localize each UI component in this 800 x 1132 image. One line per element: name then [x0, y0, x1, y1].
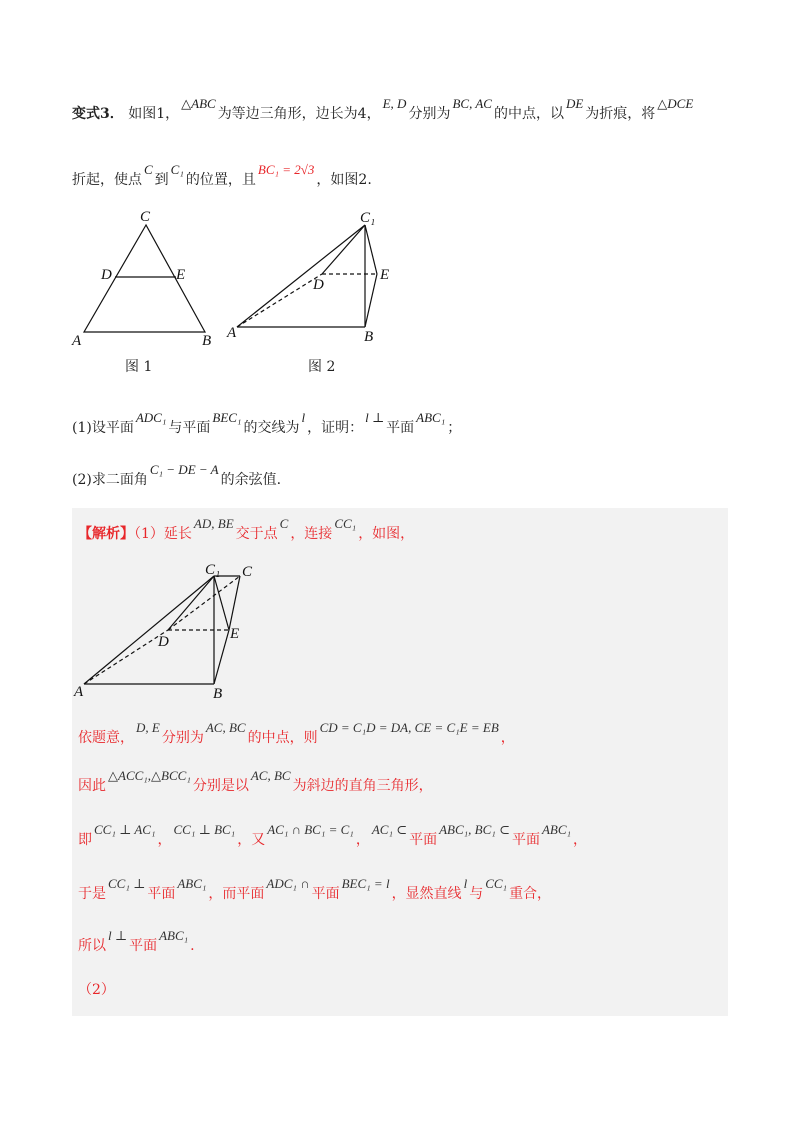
fig2-edge-ad: [237, 274, 322, 327]
math: AC, BC: [205, 720, 246, 735]
fig3-edge-ad: [84, 630, 168, 684]
math: CC₁: [485, 876, 508, 891]
math: ADC₁ ∩: [266, 876, 310, 891]
text: 平面: [511, 832, 540, 848]
math: AC₁ ∩ BC₁ = C₁: [267, 822, 354, 837]
text: ；: [447, 420, 462, 436]
math: l: [301, 410, 306, 425]
fig2-label-d: D: [313, 277, 324, 293]
math: C₁: [170, 162, 184, 177]
fig3-edge-ce: [229, 576, 240, 630]
math: DE: [565, 96, 584, 111]
math: D, E: [136, 720, 160, 735]
text: 的位置，且: [185, 172, 256, 188]
text: 与: [469, 886, 484, 902]
text: 到: [154, 172, 169, 188]
math: CC₁ ⊥ BC₁: [173, 822, 236, 837]
fig3-label-c1: C₁: [205, 562, 221, 578]
text: ，显然直线: [391, 886, 462, 902]
text: 分别为: [161, 730, 204, 746]
fig1-label-b: B: [202, 333, 212, 349]
fig2-label-e: E: [380, 267, 390, 283]
fig3-label-d: D: [158, 634, 169, 650]
fig2-edge-eb: [365, 274, 377, 327]
text: 即: [78, 832, 92, 848]
math: △DCE: [657, 96, 694, 111]
math: l: [463, 876, 468, 891]
problem-label: 变式3．: [72, 106, 124, 122]
fig2-label-c1: C₁: [360, 210, 376, 226]
fig2-edge-c1e: [365, 225, 377, 274]
text: 平面: [129, 938, 158, 954]
math: l ⊥: [365, 410, 385, 425]
text: 所以: [78, 938, 106, 954]
fig2-edge-c1d: [322, 225, 365, 274]
text: ，而平面: [208, 886, 265, 902]
question-1: [72, 410, 462, 438]
math: ABC₁, BC₁ ⊂: [439, 822, 510, 837]
fig3-edge-c1d: [168, 576, 214, 630]
math: AC, BC: [250, 768, 291, 783]
text: 分别为: [408, 106, 451, 122]
math: ABC₁: [416, 410, 446, 425]
math: ABC₁: [177, 876, 207, 891]
fig2-edge-ac1: [237, 225, 365, 327]
fig3-edge-ac1: [84, 576, 214, 684]
text: 折起，使点: [72, 172, 142, 188]
math: CC₁: [334, 516, 357, 531]
text: 因此: [78, 778, 106, 794]
text: 为斜边的直角三角形，: [292, 778, 433, 794]
text: ，连接: [290, 526, 333, 542]
text: 平面: [147, 886, 176, 902]
text: 的交线为: [243, 420, 300, 436]
figure-1: [70, 205, 220, 350]
text: 交于点: [235, 526, 278, 542]
figure-3: [72, 560, 272, 700]
question-2: [72, 462, 282, 490]
text: 如图1，: [128, 106, 180, 122]
fig1-label-d: D: [101, 267, 112, 283]
figure-2-caption: 图 2: [308, 359, 336, 375]
fig3-label-b: B: [213, 686, 223, 700]
math: AC₁ ⊂: [371, 822, 408, 837]
math: CC₁ ⊥ AC₁: [94, 822, 156, 837]
text: （1）延长: [134, 526, 192, 542]
math-highlight: BC₁ = 2√3: [257, 162, 315, 177]
text: 为折痕，将: [585, 106, 656, 122]
fig3-label-c: C: [242, 564, 253, 580]
math: E, D: [382, 96, 407, 111]
text: (1)设平面: [72, 420, 134, 436]
math: ADC₁: [135, 410, 167, 425]
text: 平面: [409, 832, 438, 848]
fig1-label-e: E: [176, 267, 186, 283]
math: l ⊥: [108, 928, 128, 943]
text: ，: [157, 832, 172, 848]
figure-1-caption: 图 1: [125, 359, 153, 375]
text: 依题意，: [78, 730, 134, 746]
text: ，证明：: [307, 420, 364, 436]
text: 平面: [311, 886, 340, 902]
text: ，: [355, 832, 370, 848]
text: ，如图2.: [316, 172, 372, 188]
math: BEC₁: [212, 410, 242, 425]
text: ，又: [237, 832, 266, 848]
text: ，: [500, 730, 515, 746]
text: 分别是以: [192, 778, 249, 794]
fig1-label-c: C: [140, 209, 151, 225]
math: BEC₁ = l: [341, 876, 390, 891]
text: 的中点，以: [493, 106, 564, 122]
text: ，: [573, 832, 588, 848]
problem-line-2: [72, 162, 372, 190]
fig2-label-b: B: [364, 329, 374, 345]
math: CC₁ ⊥: [108, 876, 146, 891]
solution-panel: [72, 508, 728, 1016]
text: ，如图，: [358, 526, 415, 542]
math: BC, AC: [452, 96, 492, 111]
solution-line-3: [78, 768, 433, 796]
solution-line-4: [78, 822, 588, 850]
fig3-edge-eb: [214, 630, 229, 684]
math: C: [279, 516, 289, 531]
solution-line-2: [78, 720, 515, 748]
math: △ACC₁,△BCC₁: [108, 768, 191, 783]
text: 的余弦值.: [220, 472, 282, 488]
figure-2: [225, 205, 395, 350]
math: C: [144, 162, 153, 177]
fig3-edge-c1e: [214, 576, 229, 630]
math: △ABC: [181, 96, 216, 111]
fig3-label-e: E: [230, 626, 240, 642]
fig1-label-a: A: [72, 333, 82, 349]
text: 重合，: [509, 886, 552, 902]
text: .: [190, 938, 195, 954]
fig2-label-a: A: [227, 325, 237, 341]
solution-line-6: [78, 928, 195, 956]
text: 平面: [386, 420, 415, 436]
text: 为等边三角形，边长为4，: [217, 106, 381, 122]
solution-line-7: （2）: [78, 982, 115, 998]
text: (2)求二面角: [72, 472, 148, 488]
math: CD = C₁D = DA, CE = C₁E = EB: [319, 720, 499, 735]
solution-header: 【解析】: [78, 526, 134, 542]
fig3-label-a: A: [74, 684, 84, 700]
math: ABC₁: [541, 822, 572, 837]
text: 的中点，则: [247, 730, 318, 746]
math: C₁ − DE − A: [149, 462, 219, 477]
text: 与平面: [168, 420, 211, 436]
text: 于是: [78, 886, 106, 902]
math: AD, BE: [193, 516, 234, 531]
math: ABC₁: [159, 928, 189, 943]
problem-line-1: [72, 96, 695, 124]
solution-line-1: [78, 516, 415, 544]
solution-line-5: [78, 876, 552, 904]
